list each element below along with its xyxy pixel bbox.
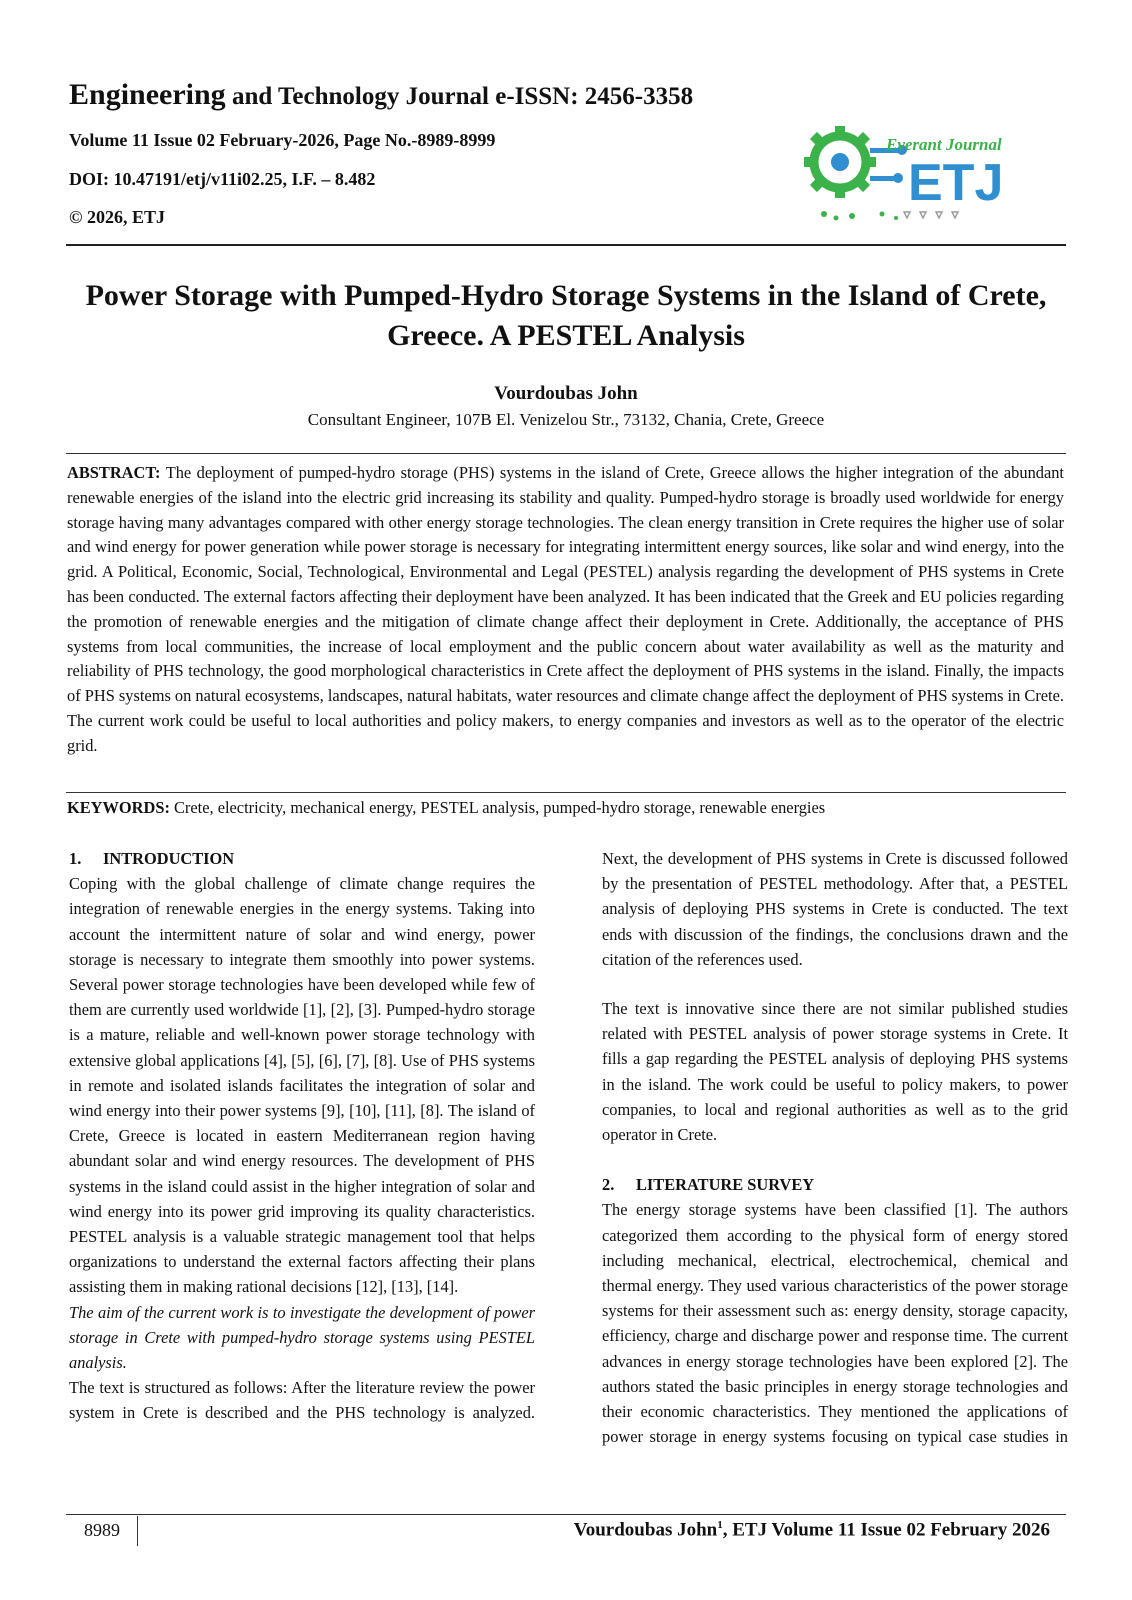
paper-title — [66, 276, 1066, 356]
gear-icon — [804, 126, 876, 198]
page-number-divider — [137, 1516, 138, 1546]
copyright-line: © 2026, ETJ — [69, 207, 165, 227]
logo-top-text: Everant Journal — [886, 135, 1002, 154]
logo-dots-icon — [821, 211, 898, 221]
journal-title-rest: and Technology Journal e-ISSN: 2456-3358 — [225, 83, 694, 110]
header-rule — [66, 244, 1066, 246]
logo-triangles-icon — [904, 212, 958, 218]
abstract-top-rule — [66, 453, 1066, 454]
footer-rule — [66, 1514, 1066, 1515]
journal-title-first-word: Engineering — [69, 78, 226, 111]
literature-paragraph-1: The energy storage systems have been classified [1]. The authors categorized them according to the physical form of energy stored including mechanical, electrical, electrochemical, chemical and thermal energy. They used various characteristics of the power storage systems for their assessment such as: energy density, storage capacity, efficiency, charge and discharge power and response time. The current advances in energy storage technologies have been explored [2]. The authors stated the basic principles in energy storage technologies and their economic characteristics. They mentioned the applications of power storage in energy systems focusing on typical case studies in — [602, 1200, 1068, 1447]
section-heading-introduction: 1. INTRODUCTION — [69, 849, 235, 868]
right-column — [602, 846, 1068, 1449]
section-heading-literature-survey: 2. LITERATURE SURVEY — [602, 1175, 815, 1195]
author-affiliation: Consultant Engineer, 107B El. Venizelou Str., 73132, Chania, Crete, Greece — [307, 410, 825, 429]
doi-line: DOI: 10.47191/etj/v11i02.25, I.F. – 8.482 — [69, 169, 376, 189]
left-column — [69, 846, 535, 1425]
paper-title-line2: Greece. A PESTEL Analysis — [387, 319, 745, 352]
intro-paragraph-3: The text is innovative since there are not similar published studies related with PESTEL analysis of power storage systems in Crete. It fills a gap regarding the PESTEL analysis of deploying PHS systems in the island. The work could be useful to policy makers, to power companies, to local and regional authorities as well as to the grid operator in Crete. — [602, 999, 1068, 1145]
abstract-text: The deployment of pumped-hydro storage (PHS) systems in the island of Crete, Greece allows the higher integration of the abundant renewable energies of the island into the electric grid increasing its stability and quality. Pumped-hydro storage is broadly used worldwide for energy storage having many advantages compared with other energy storage technologies. The clean energy transition in Crete requires the higher use of solar and wind energy for power generation while power storage is necessary for integrating intermittent energy sources, like solar and wind energy, into the grid. A Political, Economic, Social, Technological, Environmental and Legal (PESTEL) analysis regarding the development of PHS systems in Crete has been conducted. The external factors affecting their deployment have been analyzed. It has been indicated that the Greek and EU policies regarding the promotion of renewable energies and the mitigation of climate change affect their deployment in Crete. Additionally, the acceptance of PHS systems from local communities, the increase of local employment and the public concern about water availability as well as the maturity and reliability of PHS technology, the good morphological characteristics in Crete affect the deployment of PHS systems in the island. Finally, the impacts of PHS systems on natural ecosystems, landscapes, natural habitats, water resources and climate change affect the deployment of PHS systems in Crete. The current work could be useful to local authorities and policy makers, to energy companies and investors as well as to the operator of the electric grid. — [67, 463, 1064, 755]
keywords — [67, 796, 1064, 820]
page-number: 8989 — [84, 1520, 120, 1540]
intro-paragraph-2: The text is structured as follows: After the literature review the power system in Crete is described and the PHS technology is analyzed. — [69, 1378, 535, 1423]
intro-paragraph-2-continued: Next, the development of PHS systems in Crete is discussed followed by the presentation of PESTEL methodology. After that, a PESTEL analysis of deploying PHS systems in Crete is conducted. The text ends with discussion of the findings, the conclusions drawn and the citation of the references used. — [602, 849, 1068, 969]
paper-title-line1: Power Storage with Pumped-Hydro Storage Systems in the Island of Crete, — [85, 279, 1047, 312]
footer-citation: Vourdoubas John$^1$, ETJ Volume 11 Issue 02 February 2026 — [573, 1519, 1050, 1541]
keywords-text: Crete, electricity, mechanical energy, PESTEL analysis, pumped-hydro storage, renewable energies — [169, 798, 826, 817]
abstract-bottom-rule — [66, 792, 1066, 793]
logo-graphic — [800, 118, 1020, 230]
abstract — [67, 461, 1064, 759]
journal-logo — [800, 118, 1020, 230]
keywords-label: KEYWORDS: — [67, 798, 170, 817]
volume-line: Volume 11 Issue 02 February-2026, Page No.-8989-8999 — [69, 130, 496, 150]
journal-title — [69, 78, 693, 112]
intro-aim-statement: The aim of the current work is to investigate the development of power storage in Crete with pumped-hydro storage systems using PESTEL analysis. — [69, 1302, 535, 1373]
logo-main-text: ETJ — [908, 154, 1004, 212]
abstract-label: ABSTRACT: — [67, 463, 161, 482]
intro-paragraph-1: Coping with the global challenge of climate change requires the integration of renewable energies in the energy systems. Taking into account the intermittent nature of solar and wind energy, power storage is necessary to integrate them smoothly into power systems. Several power storage technologies have been developed while few of them are currently used worldwide [1], [2], [3]. Pumped-hydro storage is a mature, reliable and well-known power storage technology with extensive global applications [4], [5], [6], [7], [8]. Use of PHS systems in remote and isolated islands facilitates the integration of solar and wind energy into their power systems [9], [10], [11], [8]. The island of Crete, Greece is located in eastern Mediterranean region having abundant solar and wind energy resources. The development of PHS systems in the island could assist in the higher integration of solar and wind energy into its power grid improving its quality characteristics. PESTEL analysis is a valuable strategic management tool that helps organizations to understand the external factors affecting their plans assisting them in making rational decisions [12], [13], [14]. — [69, 874, 535, 1297]
author-name: Vourdoubas John — [494, 383, 638, 404]
